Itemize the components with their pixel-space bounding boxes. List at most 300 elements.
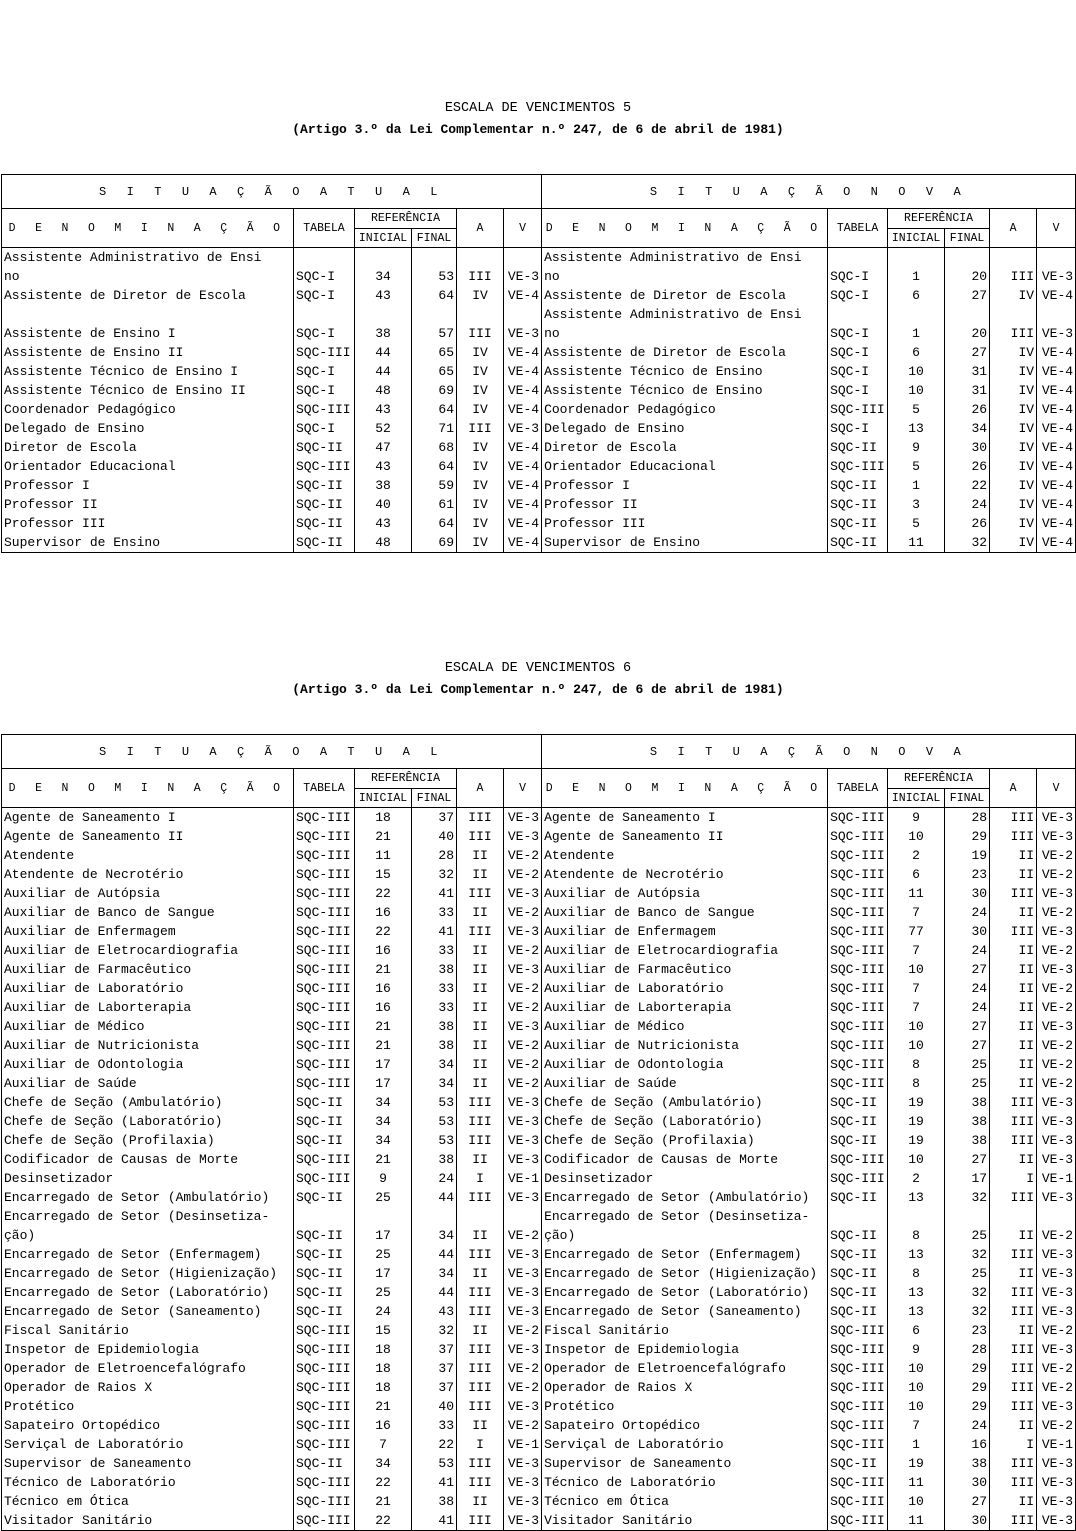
ref-inicial-nova-cell: 7: [888, 998, 945, 1017]
tabela-atual-cell: SQC-III: [294, 1055, 355, 1074]
table-row: [2, 1188, 1076, 1207]
a-atual-cell: III: [457, 1093, 504, 1112]
ref-final-atual-cell: 33: [412, 1416, 457, 1435]
v-atual-cell: VE-3: [504, 1188, 542, 1207]
denominacao-atual-cell: [2, 305, 294, 324]
a-nova-cell: IV: [990, 514, 1037, 533]
v-nova-cell: VE-2: [1037, 1036, 1076, 1055]
ref-final-nova-cell: 28: [945, 808, 990, 828]
denominacao-nova-cell: Serviçal de Laboratório: [542, 1435, 828, 1454]
a-atual-cell: II: [457, 846, 504, 865]
denominacao-nova-cell: Auxiliar de Médico: [542, 1017, 828, 1036]
denominacao-atual-cell: Codificador de Causas de Morte: [2, 1150, 294, 1169]
v-atual-cell: VE-4: [504, 495, 542, 514]
denominacao-nova-cell: Diretor de Escola: [542, 438, 828, 457]
denominacao-atual-cell: Serviçal de Laboratório: [2, 1435, 294, 1454]
denominacao-atual-cell: Encarregado de Setor (Ambulatório): [2, 1188, 294, 1207]
denominacao-atual-cell: Chefe de Seção (Ambulatório): [2, 1093, 294, 1112]
ref-final-atual-cell: 33: [412, 941, 457, 960]
a-atual-cell: II: [457, 941, 504, 960]
a-atual-cell: IV: [457, 381, 504, 400]
ref-inicial-nova-cell: 13: [888, 419, 945, 438]
v-atual-cell: VE-2: [504, 846, 542, 865]
tabela-atual-cell: SQC-II: [294, 1226, 355, 1245]
table-row: [2, 1435, 1076, 1454]
v-nova-cell: VE-3: [1037, 1264, 1076, 1283]
denominacao-atual-cell: Visitador Sanitário: [2, 1511, 294, 1531]
table-row: [2, 476, 1076, 495]
ref-inicial-atual-cell: 43: [355, 457, 412, 476]
ref-final-atual-cell: 28: [412, 846, 457, 865]
ref-final-nova-cell: [945, 1207, 990, 1226]
v-nova-cell: VE-2: [1037, 941, 1076, 960]
ref-final-atual-cell: 34: [412, 1264, 457, 1283]
table-row: [2, 903, 1076, 922]
ref-inicial-atual-cell: 47: [355, 438, 412, 457]
ref-final-nova-cell: [945, 305, 990, 324]
v-atual-cell: VE-4: [504, 533, 542, 553]
tabela-nova-cell: SQC-III: [828, 998, 888, 1017]
v-atual-cell: VE-2: [504, 1074, 542, 1093]
ref-inicial-nova-cell: 9: [888, 808, 945, 828]
escala6-subtitle: (Artigo 3.º da Lei Complementar n.º 247, de 6 de abril de 1981): [292, 682, 784, 697]
table-row: [2, 1245, 1076, 1264]
a-nova-cell: III: [990, 1340, 1037, 1359]
a-atual-cell: III: [457, 1302, 504, 1321]
a-atual-cell: III: [457, 324, 504, 343]
tabela-nova-cell: SQC-I: [828, 362, 888, 381]
ref-final-atual-cell: 37: [412, 1378, 457, 1397]
tabela-atual-cell: SQC-III: [294, 1511, 355, 1531]
ref-inicial-nova-cell: 8: [888, 1226, 945, 1245]
ref-final-nova-cell: 23: [945, 1321, 990, 1340]
ref-final-nova-cell: 25: [945, 1074, 990, 1093]
ref-final-nova-cell: 29: [945, 1378, 990, 1397]
table-row: [2, 1036, 1076, 1055]
a-nova-cell: III: [990, 1473, 1037, 1492]
a-nova-cell: II: [990, 1055, 1037, 1074]
situacao-nova-header: S I T U A Ç Ã O N O V A: [542, 175, 1076, 209]
v-nova-cell: VE-4: [1037, 400, 1076, 419]
a-atual-cell: III: [457, 922, 504, 941]
denominacao-nova-cell: Auxiliar de Farmacêutico: [542, 960, 828, 979]
tabela-nova-cell: SQC-III: [828, 1359, 888, 1378]
ref-final-atual-cell: 38: [412, 1036, 457, 1055]
denominacao-nova-cell: Assistente Administrativo de Ensi: [542, 248, 828, 268]
a-atual-cell: III: [457, 267, 504, 286]
ref-inicial-atual-cell: 34: [355, 1454, 412, 1473]
a-atual-cell: III: [457, 419, 504, 438]
ref-inicial-atual-cell: 24: [355, 1302, 412, 1321]
denominacao-nova-cell: Auxiliar de Laborterapia: [542, 998, 828, 1017]
ref-inicial-atual-cell: 48: [355, 381, 412, 400]
a-nova-cell: II: [990, 1264, 1037, 1283]
ref-final-nova-cell: 25: [945, 1264, 990, 1283]
ref-inicial-atual-cell: 48: [355, 533, 412, 553]
a-nova-cell: [990, 305, 1037, 324]
table-row: [2, 1473, 1076, 1492]
a-nova-cell: III: [990, 1378, 1037, 1397]
denominacao-nova-cell: Encarregado de Setor (Enfermagem): [542, 1245, 828, 1264]
tabela-atual-cell: SQC-III: [294, 1378, 355, 1397]
a-header: A: [990, 209, 1037, 248]
escala5-title: ESCALA DE VENCIMENTOS 5: [444, 101, 632, 116]
ref-inicial-nova-cell: 10: [888, 381, 945, 400]
a-nova-cell: IV: [990, 362, 1037, 381]
a-nova-cell: II: [990, 960, 1037, 979]
denominacao-atual-cell: Assistente Técnico de Ensino I: [2, 362, 294, 381]
tabela-atual-cell: SQC-III: [294, 1017, 355, 1036]
ref-inicial-atual-cell: 21: [355, 1036, 412, 1055]
escala6-table: [1, 734, 1076, 1531]
v-atual-cell: VE-2: [504, 1321, 542, 1340]
v-atual-cell: VE-3: [504, 1473, 542, 1492]
table-row: [2, 998, 1076, 1017]
table-row: [2, 922, 1076, 941]
tabela-nova-cell: SQC-II: [828, 1283, 888, 1302]
ref-inicial-atual-cell: 16: [355, 998, 412, 1017]
denominacao-nova-cell: Desinsetizador: [542, 1169, 828, 1188]
a-nova-cell: IV: [990, 400, 1037, 419]
ref-final-nova-cell: 25: [945, 1226, 990, 1245]
tabela-nova-cell: SQC-II: [828, 514, 888, 533]
ref-final-nova-cell: 17: [945, 1169, 990, 1188]
tabela-atual-cell: SQC-II: [294, 1112, 355, 1131]
ref-inicial-nova-cell: 7: [888, 979, 945, 998]
tabela-nova-cell: SQC-III: [828, 1321, 888, 1340]
ref-inicial-nova-cell: 8: [888, 1074, 945, 1093]
tabela-atual-cell: SQC-I: [294, 324, 355, 343]
denominacao-nova-cell: Assistente Técnico de Ensino: [542, 362, 828, 381]
tabela-nova-cell: SQC-I: [828, 324, 888, 343]
v-atual-cell: VE-3: [504, 324, 542, 343]
tabela-atual-cell: [294, 1207, 355, 1226]
v-nova-cell: VE-4: [1037, 514, 1076, 533]
table-row: [2, 248, 1076, 268]
ref-final-atual-cell: 43: [412, 1302, 457, 1321]
ref-inicial-nova-cell: 6: [888, 286, 945, 305]
referencia-header: REFERÊNCIA: [355, 769, 457, 789]
tabela-nova-cell: SQC-III: [828, 1036, 888, 1055]
inicial-header: INICIAL: [888, 789, 945, 808]
ref-inicial-nova-cell: 6: [888, 343, 945, 362]
ref-final-nova-cell: 24: [945, 495, 990, 514]
denominacao-nova-cell: Auxiliar de Odontologia: [542, 1055, 828, 1074]
denominacao-atual-cell: Protético: [2, 1397, 294, 1416]
v-atual-cell: VE-4: [504, 381, 542, 400]
tabela-nova-cell: SQC-II: [828, 1093, 888, 1112]
denominacao-atual-cell: ção): [2, 1226, 294, 1245]
table-row: [2, 400, 1076, 419]
v-atual-cell: VE-4: [504, 514, 542, 533]
tabela-atual-cell: SQC-II: [294, 1188, 355, 1207]
ref-final-nova-cell: 26: [945, 514, 990, 533]
denominacao-nova-cell: Operador de Eletroencefalógrafo: [542, 1359, 828, 1378]
table-row: [2, 1511, 1076, 1531]
v-nova-cell: VE-3: [1037, 1302, 1076, 1321]
denominacao-nova-cell: Encarregado de Setor (Desinsetiza-: [542, 1207, 828, 1226]
denominacao-atual-cell: Supervisor de Saneamento: [2, 1454, 294, 1473]
ref-inicial-atual-cell: 52: [355, 419, 412, 438]
ref-final-atual-cell: 34: [412, 1055, 457, 1074]
v-nova-cell: VE-2: [1037, 1074, 1076, 1093]
denominacao-nova-cell: Chefe de Seção (Ambulatório): [542, 1093, 828, 1112]
a-nova-cell: IV: [990, 495, 1037, 514]
v-nova-cell: VE-3: [1037, 1245, 1076, 1264]
ref-inicial-atual-cell: 9: [355, 1169, 412, 1188]
table-row: [2, 1378, 1076, 1397]
denominacao-nova-cell: Chefe de Seção (Profilaxia): [542, 1131, 828, 1150]
ref-final-nova-cell: 27: [945, 1036, 990, 1055]
denominacao-header: D E N O M I N A Ç Ã O: [542, 769, 828, 808]
ref-inicial-nova-cell: 9: [888, 1340, 945, 1359]
tabela-nova-cell: SQC-III: [828, 1150, 888, 1169]
a-atual-cell: II: [457, 979, 504, 998]
ref-inicial-nova-cell: 13: [888, 1302, 945, 1321]
v-header: V: [1037, 209, 1076, 248]
a-nova-cell: II: [990, 1226, 1037, 1245]
ref-inicial-nova-cell: [888, 1207, 945, 1226]
tabela-nova-cell: SQC-II: [828, 1454, 888, 1473]
ref-final-atual-cell: [412, 1207, 457, 1226]
ref-final-atual-cell: 64: [412, 400, 457, 419]
tabela-atual-cell: SQC-II: [294, 1245, 355, 1264]
ref-inicial-atual-cell: 44: [355, 343, 412, 362]
ref-final-nova-cell: 16: [945, 1435, 990, 1454]
v-atual-cell: VE-4: [504, 362, 542, 381]
denominacao-nova-cell: Auxiliar de Nutricionista: [542, 1036, 828, 1055]
denominacao-nova-cell: no: [542, 267, 828, 286]
tabela-atual-cell: SQC-III: [294, 1435, 355, 1454]
v-header: V: [504, 769, 542, 808]
ref-inicial-atual-cell: 11: [355, 846, 412, 865]
v-nova-cell: VE-3: [1037, 1131, 1076, 1150]
denominacao-nova-cell: Assistente de Diretor de Escola: [542, 286, 828, 305]
tabela-atual-cell: SQC-II: [294, 1454, 355, 1473]
denominacao-nova-cell: Técnico de Laboratório: [542, 1473, 828, 1492]
a-nova-cell: IV: [990, 381, 1037, 400]
v-atual-cell: VE-2: [504, 903, 542, 922]
tabela-nova-cell: SQC-III: [828, 1055, 888, 1074]
denominacao-nova-cell: Chefe de Seção (Laboratório): [542, 1112, 828, 1131]
a-atual-cell: [457, 305, 504, 324]
denominacao-atual-cell: Chefe de Seção (Laboratório): [2, 1112, 294, 1131]
ref-final-nova-cell: 27: [945, 1017, 990, 1036]
denominacao-header: D E N O M I N A Ç Ã O: [2, 209, 294, 248]
denominacao-atual-cell: Técnico de Laboratório: [2, 1473, 294, 1492]
ref-final-atual-cell: 61: [412, 495, 457, 514]
denominacao-atual-cell: Agente de Saneamento I: [2, 808, 294, 828]
tabela-nova-cell: SQC-III: [828, 1492, 888, 1511]
v-atual-cell: VE-2: [504, 865, 542, 884]
ref-inicial-atual-cell: 34: [355, 1093, 412, 1112]
ref-final-atual-cell: 38: [412, 1017, 457, 1036]
denominacao-nova-cell: Atendente de Necrotério: [542, 865, 828, 884]
ref-inicial-nova-cell: 10: [888, 1397, 945, 1416]
tabela-nova-cell: SQC-II: [828, 1302, 888, 1321]
denominacao-nova-cell: Auxiliar de Laboratório: [542, 979, 828, 998]
ref-inicial-nova-cell: 19: [888, 1112, 945, 1131]
tabela-nova-cell: SQC-III: [828, 457, 888, 476]
ref-final-nova-cell: 26: [945, 400, 990, 419]
denominacao-nova-cell: Fiscal Sanitário: [542, 1321, 828, 1340]
tabela-atual-cell: SQC-I: [294, 381, 355, 400]
v-nova-cell: VE-3: [1037, 267, 1076, 286]
a-nova-cell: III: [990, 1454, 1037, 1473]
a-atual-cell: IV: [457, 457, 504, 476]
ref-inicial-nova-cell: 10: [888, 1150, 945, 1169]
a-atual-cell: III: [457, 884, 504, 903]
ref-inicial-atual-cell: 15: [355, 865, 412, 884]
tabela-atual-cell: SQC-III: [294, 884, 355, 903]
v-atual-cell: VE-3: [504, 960, 542, 979]
tabela-atual-cell: SQC-III: [294, 846, 355, 865]
denominacao-atual-cell: Assistente Administrativo de Ensi: [2, 248, 294, 268]
ref-final-atual-cell: 34: [412, 1226, 457, 1245]
ref-final-nova-cell: 24: [945, 998, 990, 1017]
ref-final-atual-cell: 32: [412, 1321, 457, 1340]
v-header: V: [1037, 769, 1076, 808]
denominacao-atual-cell: Auxiliar de Banco de Sangue: [2, 903, 294, 922]
ref-final-atual-cell: 34: [412, 1074, 457, 1093]
v-atual-cell: VE-3: [504, 827, 542, 846]
denominacao-atual-cell: Assistente de Ensino I: [2, 324, 294, 343]
final-header: FINAL: [412, 229, 457, 248]
ref-final-atual-cell: 22: [412, 1435, 457, 1454]
ref-final-atual-cell: 40: [412, 827, 457, 846]
v-atual-cell: VE-2: [504, 998, 542, 1017]
ref-final-atual-cell: 53: [412, 267, 457, 286]
denominacao-nova-cell: Auxiliar de Autópsia: [542, 884, 828, 903]
v-nova-cell: VE-3: [1037, 1112, 1076, 1131]
a-atual-cell: III: [457, 1378, 504, 1397]
ref-inicial-atual-cell: 44: [355, 362, 412, 381]
v-nova-cell: VE-3: [1037, 1492, 1076, 1511]
table-row: [2, 865, 1076, 884]
a-nova-cell: III: [990, 1302, 1037, 1321]
denominacao-atual-cell: Chefe de Seção (Profilaxia): [2, 1131, 294, 1150]
denominacao-nova-cell: Atendente: [542, 846, 828, 865]
a-nova-cell: III: [990, 1359, 1037, 1378]
a-nova-cell: II: [990, 1017, 1037, 1036]
inicial-header: INICIAL: [888, 229, 945, 248]
a-nova-cell: II: [990, 1321, 1037, 1340]
a-nova-cell: II: [990, 846, 1037, 865]
ref-final-atual-cell: 24: [412, 1169, 457, 1188]
a-header: A: [990, 769, 1037, 808]
tabela-atual-cell: SQC-I: [294, 362, 355, 381]
v-atual-cell: VE-4: [504, 400, 542, 419]
denominacao-atual-cell: Assistente de Ensino II: [2, 343, 294, 362]
a-nova-cell: III: [990, 827, 1037, 846]
v-nova-cell: VE-3: [1037, 1150, 1076, 1169]
table-row: [2, 514, 1076, 533]
a-nova-cell: IV: [990, 286, 1037, 305]
ref-final-nova-cell: 28: [945, 1340, 990, 1359]
v-atual-cell: VE-2: [504, 979, 542, 998]
v-atual-cell: VE-2: [504, 1036, 542, 1055]
denominacao-atual-cell: Encarregado de Setor (Higienização): [2, 1264, 294, 1283]
ref-inicial-nova-cell: 7: [888, 941, 945, 960]
ref-final-nova-cell: 30: [945, 1511, 990, 1531]
v-nova-cell: [1037, 305, 1076, 324]
denominacao-atual-cell: Auxiliar de Nutricionista: [2, 1036, 294, 1055]
tabela-atual-cell: SQC-II: [294, 1283, 355, 1302]
ref-inicial-nova-cell: 11: [888, 533, 945, 553]
tabela-atual-cell: SQC-I: [294, 267, 355, 286]
a-atual-cell: III: [457, 1359, 504, 1378]
tabela-nova-cell: SQC-III: [828, 400, 888, 419]
tabela-nova-cell: SQC-III: [828, 903, 888, 922]
a-nova-cell: II: [990, 1416, 1037, 1435]
ref-inicial-atual-cell: 18: [355, 808, 412, 828]
denominacao-atual-cell: Auxiliar de Médico: [2, 1017, 294, 1036]
ref-final-nova-cell: 27: [945, 1150, 990, 1169]
v-nova-cell: VE-3: [1037, 1188, 1076, 1207]
ref-final-atual-cell: 37: [412, 808, 457, 828]
denominacao-nova-cell: Auxiliar de Saúde: [542, 1074, 828, 1093]
table-row: [2, 1359, 1076, 1378]
a-header: A: [457, 769, 504, 808]
ref-final-atual-cell: 65: [412, 343, 457, 362]
denominacao-nova-cell: Visitador Sanitário: [542, 1511, 828, 1531]
denominacao-nova-cell: Codificador de Causas de Morte: [542, 1150, 828, 1169]
ref-inicial-nova-cell: 19: [888, 1131, 945, 1150]
tabela-atual-cell: [294, 305, 355, 324]
ref-final-nova-cell: 20: [945, 324, 990, 343]
tabela-atual-cell: SQC-III: [294, 808, 355, 828]
ref-inicial-atual-cell: 21: [355, 1492, 412, 1511]
tabela-atual-cell: SQC-II: [294, 438, 355, 457]
ref-inicial-atual-cell: 34: [355, 267, 412, 286]
v-atual-cell: VE-4: [504, 286, 542, 305]
ref-final-nova-cell: 27: [945, 1492, 990, 1511]
denominacao-atual-cell: Professor III: [2, 514, 294, 533]
v-nova-cell: VE-2: [1037, 1226, 1076, 1245]
v-nova-cell: VE-4: [1037, 495, 1076, 514]
a-atual-cell: II: [457, 1226, 504, 1245]
denominacao-nova-cell: Assistente Técnico de Ensino: [542, 381, 828, 400]
tabela-nova-cell: [828, 1207, 888, 1226]
ref-inicial-nova-cell: 19: [888, 1454, 945, 1473]
tabela-atual-cell: SQC-II: [294, 495, 355, 514]
a-atual-cell: III: [457, 1112, 504, 1131]
situacao-atual-header: S I T U A Ç Ã O A T U A L: [2, 735, 542, 769]
a-atual-cell: II: [457, 998, 504, 1017]
denominacao-nova-cell: Agente de Saneamento I: [542, 808, 828, 828]
v-atual-cell: [504, 1207, 542, 1226]
v-atual-cell: VE-3: [504, 1511, 542, 1531]
denominacao-atual-cell: Desinsetizador: [2, 1169, 294, 1188]
ref-inicial-nova-cell: 5: [888, 514, 945, 533]
a-header: A: [457, 209, 504, 248]
tabela-atual-cell: SQC-II: [294, 1264, 355, 1283]
ref-final-nova-cell: [945, 248, 990, 268]
ref-inicial-atual-cell: 38: [355, 476, 412, 495]
tabela-nova-cell: SQC-III: [828, 1473, 888, 1492]
ref-final-nova-cell: 30: [945, 922, 990, 941]
a-atual-cell: IV: [457, 476, 504, 495]
a-nova-cell: IV: [990, 343, 1037, 362]
v-nova-cell: VE-2: [1037, 1055, 1076, 1074]
denominacao-atual-cell: Agente de Saneamento II: [2, 827, 294, 846]
v-atual-cell: VE-3: [504, 1340, 542, 1359]
ref-final-nova-cell: 30: [945, 438, 990, 457]
tabela-nova-cell: SQC-III: [828, 884, 888, 903]
ref-inicial-nova-cell: 11: [888, 1473, 945, 1492]
v-nova-cell: VE-4: [1037, 343, 1076, 362]
ref-final-atual-cell: 44: [412, 1188, 457, 1207]
